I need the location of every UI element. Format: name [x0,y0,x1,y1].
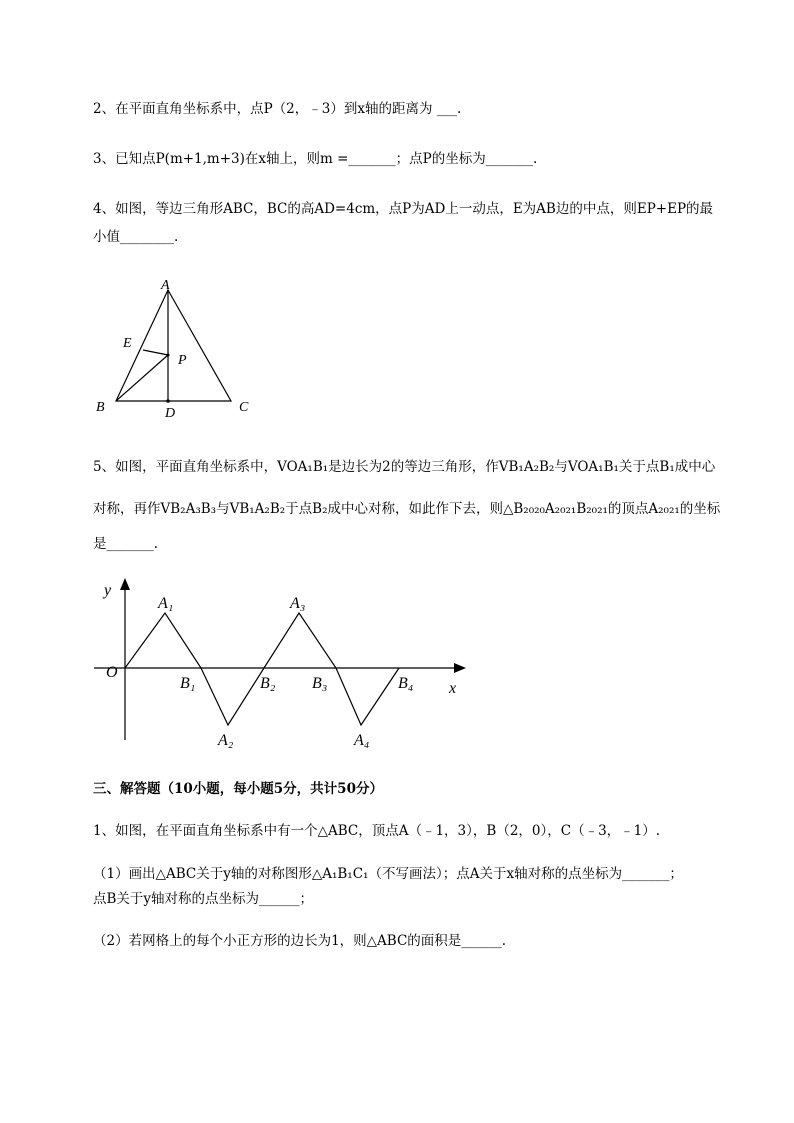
question-5-line-3: 是_______. [93,536,159,552]
label-b: B [96,400,105,415]
question-2: 2、在平面直角坐标系中，点P（2，﹣3）到x轴的距离为 ___. [93,101,462,117]
solution-1-part-2: （2）若网格上的每个小正方形的边长为1，则△ABC的面积是______. [93,933,507,949]
triangle-abc [116,290,231,401]
solution-1-part-1-line-2: 点B关于y轴对称的点坐标为______； [93,891,314,907]
label-p: P [178,353,187,368]
label-a2: A₂ [218,732,234,749]
label-o: O [106,664,118,681]
section-3-heading: 三、解答题（10小题，每小题5分，共计50分） [93,781,383,797]
question-5-line-1: 5、如图，平面直角坐标系中，VOA₁B₁是边长为2的等边三角形，作VB₁A₂B₂与VOA₁B₁关于点B₁成中心 [93,459,716,475]
question-4-line-1: 4、如图，等边三角形ABC，BC的高AD=4cm，点P为AD上一动点，E为AB边的中点，则EP+EP的最 [93,201,714,217]
label-b1: B₁ [180,675,196,692]
label-a4: A₄ [354,732,370,749]
label-a1: A₁ [158,595,174,612]
label-b2: B₂ [260,675,276,692]
question-5-line-2: 对称，再作VB₂A₃B₃与VB₁A₂B₂于点B₂成中心对称，如此作下去，则△B₂₀₂₀A₂₀₂₁B₂₀₂₁的顶点A₂₀₂₁的坐标 [93,501,721,517]
zigzag-path [125,613,399,725]
label-d: D [165,406,176,421]
x-axis-arrow [454,663,466,673]
triangle-figure [88,275,268,425]
label-a3: A₃ [290,595,306,612]
label-a: A [161,278,170,293]
label-e: E [123,336,132,351]
segment-ep [143,350,168,355]
label-c: C [239,400,249,415]
label-x: x [449,680,457,697]
zigzag-figure [88,575,478,755]
point-d-dot [166,399,170,403]
question-3: 3、已知点P(m+1,m+3)在x轴上，则m =_______；点P的坐标为_______. [93,151,538,167]
label-b4: B₄ [398,675,414,692]
segment-bp [116,355,168,401]
solution-1-intro: 1、如图，在平面直角坐标系中有一个△ABC，顶点A（﹣1，3），B（2，0），C（﹣3，﹣1）. [93,823,661,839]
label-y: y [104,582,112,599]
question-4-line-2: 小值________. [93,229,179,245]
y-axis-arrow [120,578,130,590]
label-b3: B₃ [312,675,328,692]
solution-1-part-1-line-1: （1）画出△ABC关于y轴的对称图形△A₁B₁C₁（不写画法）；点A关于x轴对称的点坐标为_______； [93,866,683,882]
point-p-dot [167,354,170,357]
